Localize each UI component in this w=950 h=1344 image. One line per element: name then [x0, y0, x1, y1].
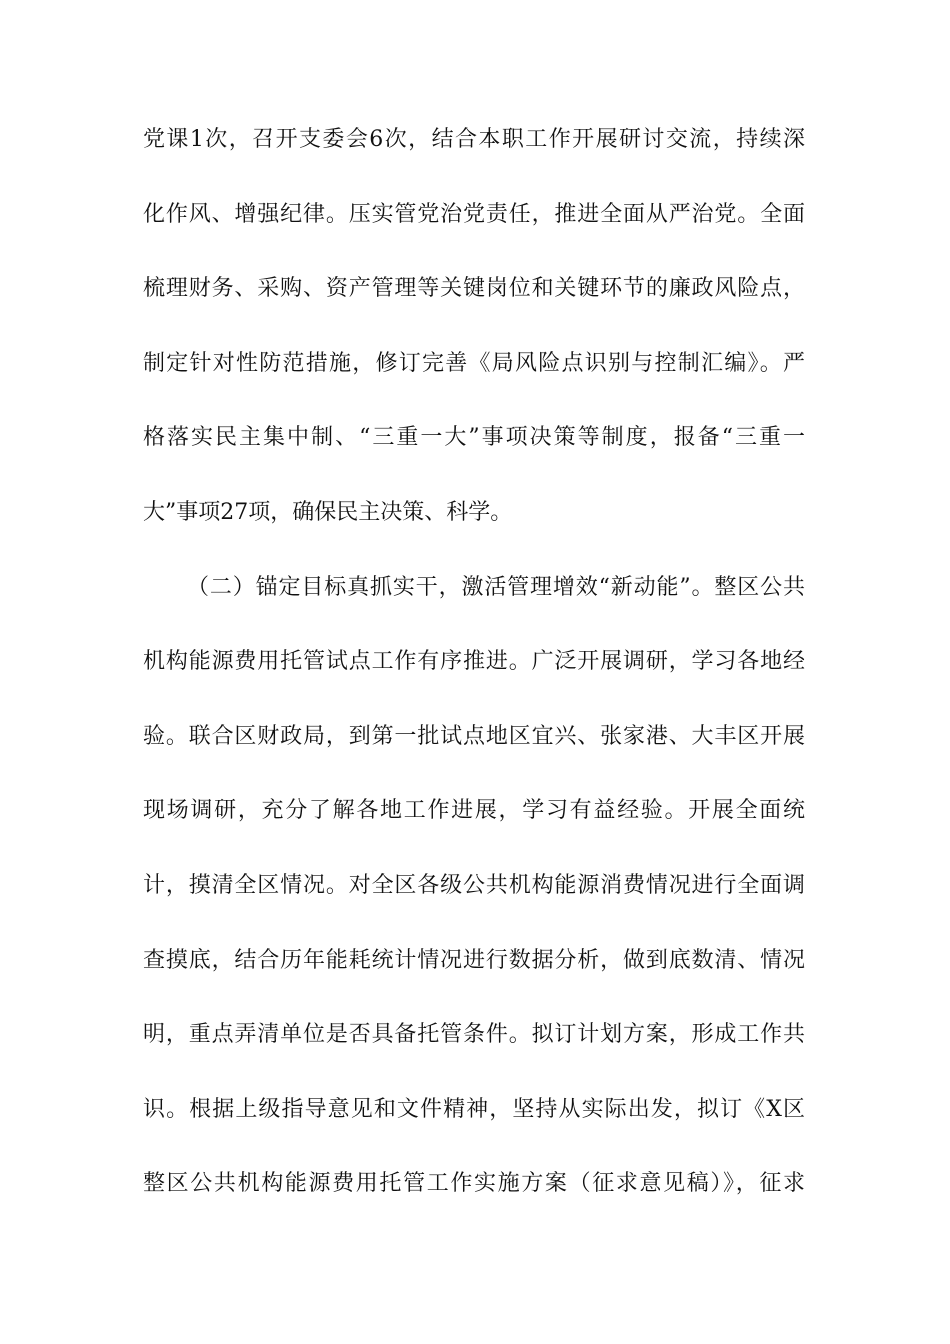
paragraph-line: 大”事项27项，确保民主决策、科学。	[143, 500, 513, 525]
paragraph-line: 现场调研，充分了解各地工作进展，学习有益经验。开展全面统	[143, 798, 805, 824]
paragraph-line: 查摸底，结合历年能耗统计情况进行数据分析，做到底数清、情况	[143, 947, 805, 973]
paragraph-line: 验。联合区财政局，到第一批试点地区宜兴、张家港、大丰区开展	[143, 723, 805, 749]
paragraph-line: 党课1次，召开支委会6次，结合本职工作开展研讨交流，持续深	[143, 127, 805, 152]
paragraph-line: 制定针对性防范措施，修订完善《局风险点识别与控制汇编》。严	[143, 350, 805, 376]
paragraph-line: 明，重点弄清单位是否具备托管条件。拟订计划方案，形成工作共	[143, 1022, 805, 1048]
paragraph-line: 化作风、增强纪律。压实管党治党责任，推进全面从严治党。全面	[143, 201, 805, 227]
paragraph-line: 格落实民主集中制、“三重一大”事项决策等制度，报备“三重一	[143, 425, 805, 451]
paragraph-line: 计，摸清全区情况。对全区各级公共机构能源消费情况进行全面调	[143, 873, 805, 898]
paragraph-line: 机构能源费用托管试点工作有序推进。广泛开展调研，学习各地经	[143, 649, 805, 675]
paragraph-line: 梳理财务、采购、资产管理等关键岗位和关键环节的廉政风险点，	[143, 276, 805, 302]
section-heading-line: （二）锚定目标真抓实干，激活管理增效“新动能”。整区公共	[187, 574, 805, 600]
paragraph-line: 识。根据上级指导意见和文件精神，坚持从实际出发，拟订《X区	[143, 1096, 805, 1122]
paragraph-line: 整区公共机构能源费用托管工作实施方案（征求意见稿）》，征求	[143, 1171, 805, 1197]
